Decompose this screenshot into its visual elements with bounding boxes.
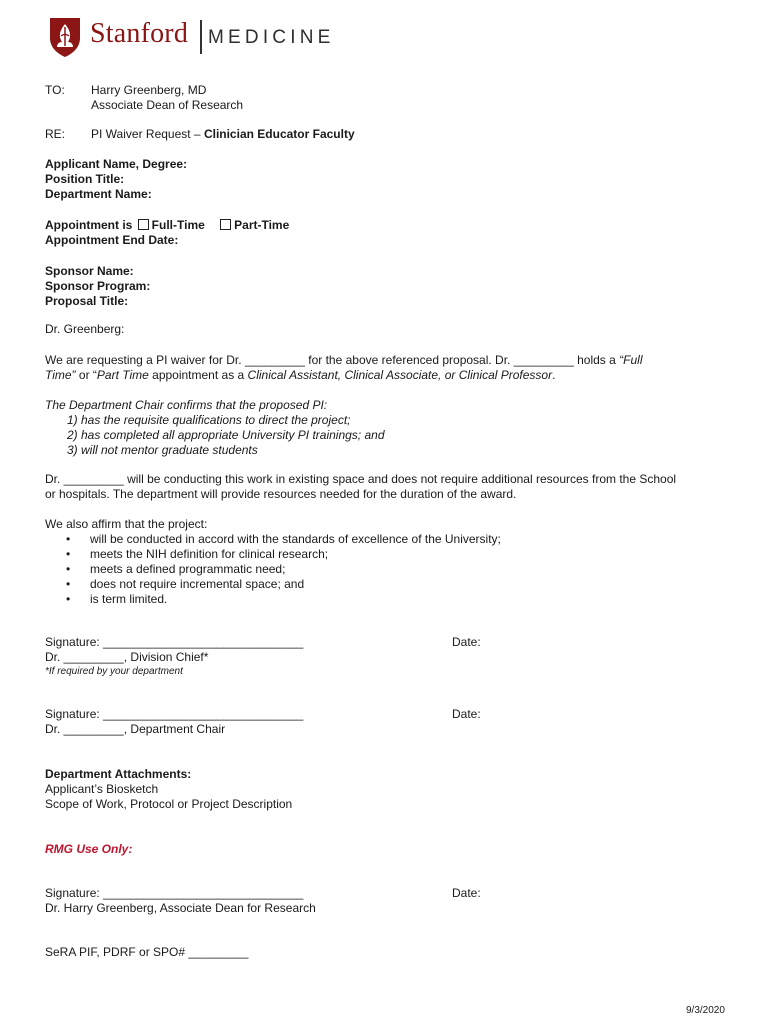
- affirm-item: • does not require incremental space; and: [45, 577, 501, 592]
- chair-intro: The Department Chair confirms that the proposed PI:: [45, 398, 328, 412]
- full-time-label: Full-Time: [151, 218, 205, 232]
- re-bold: Clinician Educator Faculty: [203, 127, 355, 141]
- p1-text-h: .: [552, 368, 556, 382]
- rmg-title: RMG Use Only:: [45, 842, 133, 856]
- part-time-label: Part-Time: [234, 218, 290, 232]
- affirm-item: • meets a defined programmatic need;: [45, 562, 501, 577]
- chair-item: 2) has completed all appropriate University PI trainings; and: [67, 428, 385, 442]
- p1-text-e: Part Time: [96, 368, 149, 382]
- attachments-title: Department Attachments:: [45, 767, 192, 781]
- logo-divider: [200, 20, 202, 54]
- paragraph-1-line-1: [45, 353, 643, 368]
- p1-text-d: or “: [75, 368, 97, 382]
- logo-wordmark: Stanford: [90, 18, 189, 49]
- chair-confirmations: [67, 413, 385, 458]
- affirm-item: • will be conducted in accord with the standards of excellence of the University;: [45, 532, 501, 547]
- p1-text-f: appointment as a: [148, 368, 248, 382]
- logo-medicine: MEDICINE: [208, 27, 335, 48]
- paragraph-2-line-2: or hospitals. The department will provide resources needed for the duration of the award.: [45, 487, 517, 501]
- attachment-item: Applicant’s Biosketch: [45, 782, 159, 796]
- division-chief-date-label: Date:: [452, 635, 481, 649]
- rmg-signature-line[interactable]: Signature: ______________________________: [45, 886, 304, 900]
- p1-text-g: Clinical Assistant, Clinical Associate, or Clinical Professor: [247, 368, 553, 382]
- affirm-item: • is term limited.: [45, 592, 501, 607]
- to-name: Harry Greenberg, MD: [91, 83, 207, 97]
- re-subject: [91, 127, 355, 142]
- rmg-signer-name: Dr. Harry Greenberg, Associate Dean for Research: [45, 901, 316, 915]
- department-chair-name: Dr. _________, Department Chair: [45, 722, 226, 736]
- affirm-intro: We also affirm that the project:: [45, 517, 208, 531]
- paragraph-1-line-2: [45, 368, 555, 383]
- footer-date: 9/3/2020: [686, 1005, 725, 1016]
- chair-item: 3) will not mentor graduate students: [67, 443, 258, 457]
- department-chair-signature-line[interactable]: Signature: ______________________________: [45, 707, 304, 721]
- attachment-item: Scope of Work, Protocol or Project Description: [45, 797, 293, 811]
- position-title-label: Position Title:: [45, 172, 125, 186]
- chair-item: 1) has the requisite qualifications to direct the project;: [67, 413, 351, 427]
- applicant-name-label: Applicant Name, Degree:: [45, 157, 188, 171]
- to-title: Associate Dean of Research: [91, 98, 244, 112]
- appointment-end-date-label: Appointment End Date:: [45, 233, 179, 247]
- sponsor-name-label: Sponsor Name:: [45, 264, 134, 278]
- full-time-checkbox[interactable]: [138, 219, 149, 230]
- p1-text-c: Time”: [45, 368, 76, 382]
- rmg-date-label: Date:: [452, 886, 481, 900]
- affirm-item: • meets the NIH definition for clinical research;: [45, 547, 501, 562]
- salutation: Dr. Greenberg:: [45, 322, 125, 336]
- appointment-label: Appointment is: [45, 218, 133, 232]
- division-chief-name: Dr. _________, Division Chief*: [45, 650, 209, 664]
- division-chief-note: *If required by your department: [45, 666, 183, 677]
- p1-text-b: “Full: [619, 353, 643, 367]
- sponsor-program-label: Sponsor Program:: [45, 279, 151, 293]
- stanford-shield-icon: [48, 16, 82, 58]
- to-label: TO:: [45, 83, 65, 97]
- department-name-label: Department Name:: [45, 187, 152, 201]
- appointment-row: [45, 218, 289, 233]
- affirm-list: [45, 532, 501, 607]
- part-time-checkbox[interactable]: [220, 219, 231, 230]
- department-chair-date-label: Date:: [452, 707, 481, 721]
- re-label: RE:: [45, 127, 66, 141]
- paragraph-2-line-1: Dr. _________ will be conducting this work in existing space and does not require additional resources from the School: [45, 472, 677, 486]
- division-chief-signature-line[interactable]: Signature: ______________________________: [45, 635, 304, 649]
- re-text: PI Waiver Request –: [91, 127, 204, 141]
- p1-text-a: We are requesting a PI waiver for Dr. _________ for the above referenced proposal. Dr. _________ holds a: [45, 353, 620, 367]
- proposal-title-label: Proposal Title:: [45, 294, 129, 308]
- sera-line: SeRA PIF, PDRF or SPO# _________: [45, 945, 249, 959]
